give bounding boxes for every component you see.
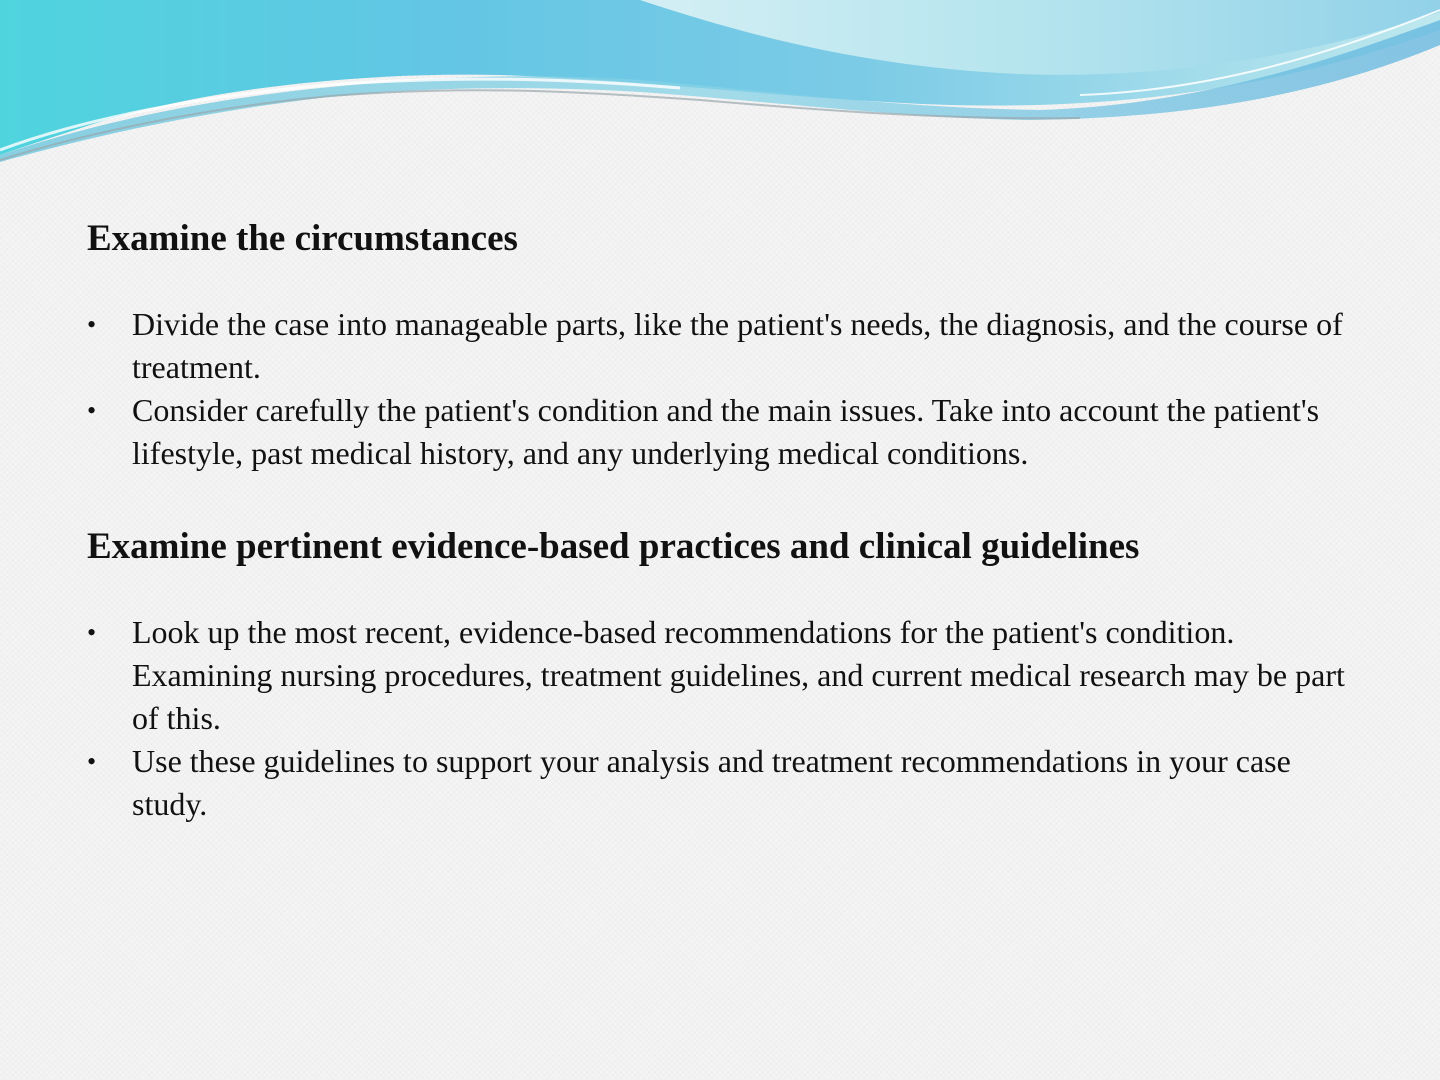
bullet-text: Look up the most recent, evidence-based recommendations for the patient's condition. Examining nursing procedures, treatment guidelines, and current medical research may be part of this.	[132, 614, 1345, 736]
list-item	[87, 611, 1347, 740]
bullet-icon: •	[87, 747, 97, 776]
list-item	[87, 303, 1347, 389]
list-item	[87, 740, 1347, 826]
bullet-text: Divide the case into manageable parts, like the patient's needs, the diagnosis, and the course of treatment.	[132, 306, 1343, 385]
list-item	[87, 389, 1347, 475]
bullet-list-evidence	[87, 611, 1347, 826]
bullet-icon: •	[87, 396, 97, 425]
bullet-text: Consider carefully the patient's condition and the main issues. Take into account the patient's lifestyle, past medical history, and any underlying medical conditions.	[132, 392, 1320, 471]
bullet-text: Use these guidelines to support your analysis and treatment recommendations in your case study.	[132, 743, 1291, 822]
bullet-icon: •	[87, 618, 97, 647]
slide-content	[87, 215, 1347, 826]
bullet-list-circumstances	[87, 303, 1347, 475]
bullet-icon: •	[87, 310, 97, 339]
decorative-wave-banner	[0, 0, 1440, 175]
section-heading-evidence: Examine pertinent evidence-based practices and clinical guidelines	[87, 526, 1140, 567]
section-heading-circumstances: Examine the circumstances	[87, 218, 518, 259]
